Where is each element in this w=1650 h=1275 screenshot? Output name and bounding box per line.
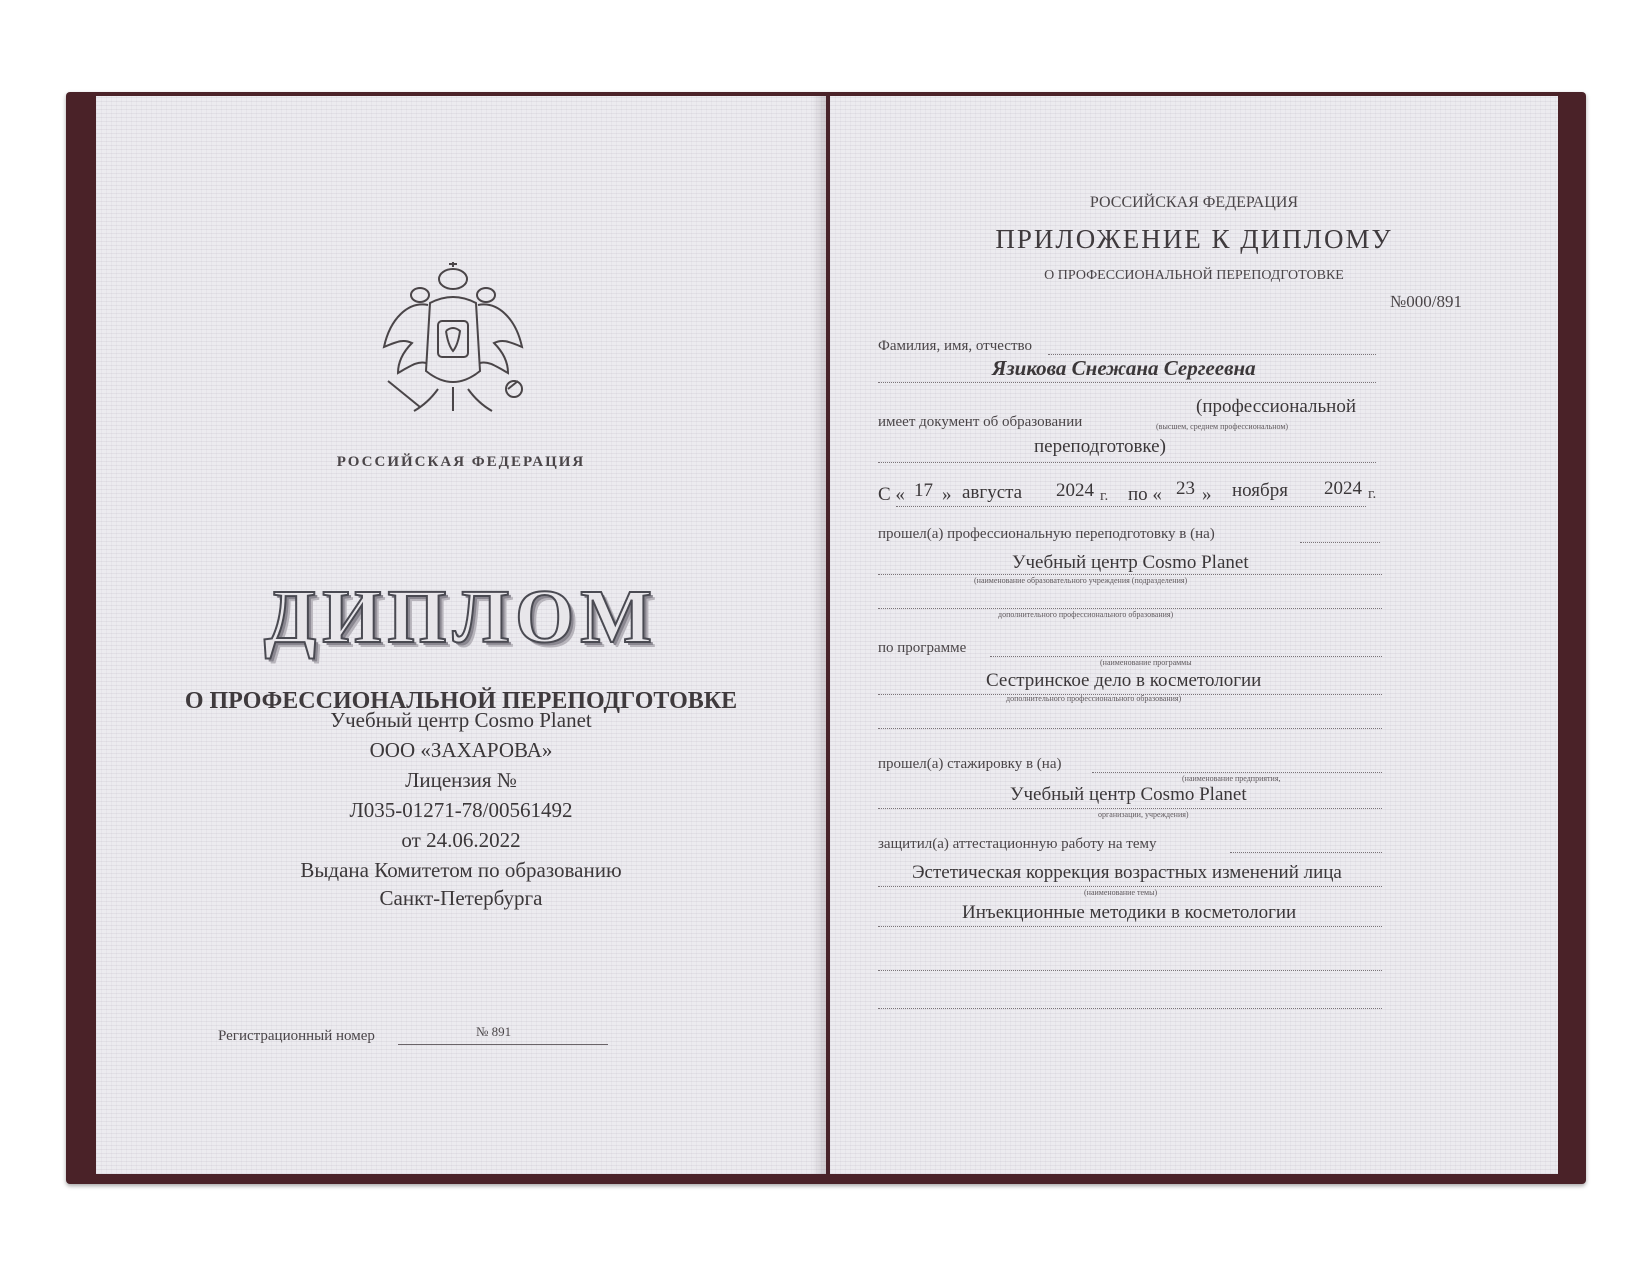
fill-line: [878, 382, 1376, 383]
period-from-day: 17: [914, 480, 933, 501]
registration-label: Регистрационный номер: [218, 1028, 375, 1044]
period-from-prefix: С «: [878, 484, 905, 505]
internship-hint: организации, учреждения): [1098, 810, 1189, 819]
program-hint: (наименование программы: [1100, 658, 1192, 667]
thesis-value: Эстетическая коррекция возрастных изменений лица: [912, 862, 1342, 883]
fill-line: [990, 656, 1382, 657]
appendix-number: №000/891: [1390, 292, 1462, 311]
program-value: Сестринское дело в косметологии: [986, 670, 1262, 691]
education-value: (профессиональной: [1196, 396, 1356, 417]
diploma-title: ДИПЛОМ: [264, 575, 658, 659]
period-to-year: 2024: [1324, 478, 1362, 499]
period-from-month: августа: [962, 482, 1023, 503]
diploma-left-page: [96, 96, 826, 1174]
fill-line: [878, 608, 1382, 609]
period-to-prefix: по «: [1128, 484, 1162, 505]
thesis-label: защитил(а) аттестационную работу на тему: [878, 836, 1157, 852]
fill-line: [878, 1008, 1382, 1009]
education-label: имеет документ об образовании: [878, 414, 1083, 430]
fio-value: Язикова Снежана Сергеевна: [992, 356, 1256, 380]
period-to-month: ноября: [1232, 480, 1288, 501]
issuer-line: Л035-01271-78/00561492: [349, 798, 573, 822]
issuer-line: Лицензия №: [405, 768, 517, 792]
fill-line: [878, 574, 1382, 575]
fill-line: [878, 808, 1382, 809]
year-suffix: г.: [1368, 486, 1377, 502]
internship-hint: (наименование предприятия,: [1182, 774, 1281, 783]
diploma-appendix-page: [830, 96, 1558, 1174]
fill-line: [1092, 772, 1382, 773]
fill-line: [878, 462, 1376, 463]
thesis-hint: (наименование темы): [1084, 888, 1158, 897]
institution-hint: (наименование образовательного учреждения (подразделения): [974, 576, 1188, 585]
education-value: переподготовке): [1034, 436, 1166, 457]
federation-label: РОССИЙСКАЯ ФЕДЕРАЦИЯ: [336, 454, 586, 470]
additional-education-hint: дополнительного профессионального образования): [998, 610, 1174, 619]
period-from-close: »: [942, 484, 952, 505]
period-to-close: »: [1202, 484, 1212, 505]
education-hint: (высшем, среднем профессиональном): [1156, 422, 1289, 431]
diploma-subtitle: О ПРОФЕССИОНАЛЬНОЙ ПЕРЕПОДГОТОВКЕ: [184, 688, 738, 714]
additional-education-hint: дополнительного профессионального образования): [1006, 694, 1182, 703]
period-from-year: 2024: [1056, 480, 1094, 501]
issuer-line: Учебный центр Cosmo Planet: [330, 708, 592, 732]
issuer-line: Выдана Комитетом по образованию: [300, 858, 622, 882]
period-to-day: 23: [1176, 478, 1195, 499]
institution-value: Учебный центр Cosmo Planet: [1012, 552, 1249, 573]
fill-line: [878, 926, 1382, 927]
issuer-line: ООО «ЗАХАРОВА»: [369, 738, 553, 762]
issuer-line: Санкт-Петербурга: [379, 886, 543, 910]
year-suffix: г.: [1100, 488, 1109, 504]
fill-line: [878, 886, 1382, 887]
internship-value: Учебный центр Cosmo Planet: [1010, 784, 1247, 805]
fill-line: [896, 506, 1366, 507]
appendix-subtitle: О ПРОФЕССИОНАЛЬНОЙ ПЕРЕПОДГОТОВКЕ: [1044, 268, 1344, 283]
fill-line: [1300, 542, 1380, 543]
registration-number: № 891: [476, 1024, 512, 1039]
fill-line: [1048, 354, 1376, 355]
internship-label: прошел(а) стажировку в (на): [878, 756, 1062, 772]
thesis-value: Инъекционные методики в косметологии: [962, 902, 1297, 923]
registration-line: [398, 1044, 608, 1045]
fio-label: Фамилия, имя, отчество: [878, 338, 1032, 354]
appendix-title: ПРИЛОЖЕНИЕ К ДИПЛОМУ: [995, 224, 1393, 254]
program-label: по программе: [878, 640, 967, 656]
coat-of-arms-emblem: [368, 261, 538, 431]
fill-line: [878, 728, 1382, 729]
retraining-label: прошел(а) профессиональную переподготовку в (на): [878, 526, 1215, 542]
fill-line: [878, 970, 1382, 971]
fill-line: [1230, 852, 1382, 853]
issuer-line: от 24.06.2022: [401, 828, 521, 852]
federation-label: РОССИЙСКАЯ ФЕДЕРАЦИЯ: [1089, 194, 1299, 211]
